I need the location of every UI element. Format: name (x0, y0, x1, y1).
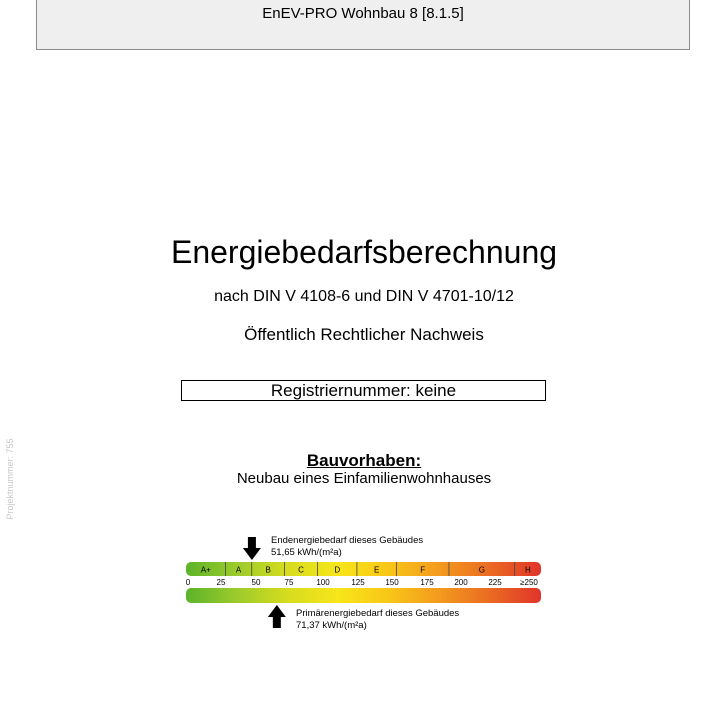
end-energy-value: 51,65 kWh/(m²a) (271, 547, 342, 558)
tick-label: 100 (316, 578, 330, 587)
tick-label: 225 (488, 578, 502, 587)
class-label-B: B (265, 565, 271, 575)
class-label-G: G (478, 565, 485, 575)
document-title: Energiebedarfsberechnung (170, 234, 558, 270)
class-label-D: D (334, 565, 341, 575)
class-label-C: C (298, 565, 304, 575)
end-energy-label: Endenergiebedarf dieses Gebäudes (271, 535, 424, 546)
class-label-H: H (524, 565, 531, 575)
class-label-A: A (235, 565, 242, 575)
class-label-F: F (420, 565, 426, 575)
project-heading: Bauvorhaben: (306, 451, 422, 470)
tick-label: 25 (216, 578, 226, 587)
tick-label: 75 (284, 578, 294, 587)
tick-label: 150 (385, 578, 399, 587)
header-title: EnEV-PRO Wohnbau 8 [8.1.5] (262, 5, 464, 22)
project-number-label: Projektnummer: 755 (5, 438, 15, 520)
class-label-E: E (373, 565, 380, 575)
tick-label: 125 (351, 578, 365, 587)
project-description: Neubau eines Einfamilienwohnhauses (236, 470, 492, 487)
document-subtitle: nach DIN V 4108-6 und DIN V 4701-10/12 (214, 288, 514, 305)
document-subtitle-2: Öffentlich Rechtlicher Nachweis (244, 325, 484, 344)
class-label-A+: A+ (200, 565, 211, 575)
primary-energy-arrow-icon (268, 605, 286, 617)
end-energy-arrow-icon (243, 548, 261, 560)
end-energy-arrow-shaft (248, 537, 256, 549)
primary-energy-arrow-shaft (273, 616, 281, 628)
tick-label: 200 (454, 578, 468, 587)
scale-bar (186, 588, 541, 603)
primary-energy-label: Primärenergiebedarf dieses Gebäudes (296, 608, 460, 619)
registration-text: Registriernummer: keine (270, 381, 457, 400)
tick-label: 50 (251, 578, 261, 587)
tick-label: ≥250 (520, 578, 538, 587)
tick-label: 0 (185, 578, 191, 587)
tick-label: 175 (420, 578, 434, 587)
primary-energy-value: 71,37 kWh/(m²a) (296, 620, 367, 631)
